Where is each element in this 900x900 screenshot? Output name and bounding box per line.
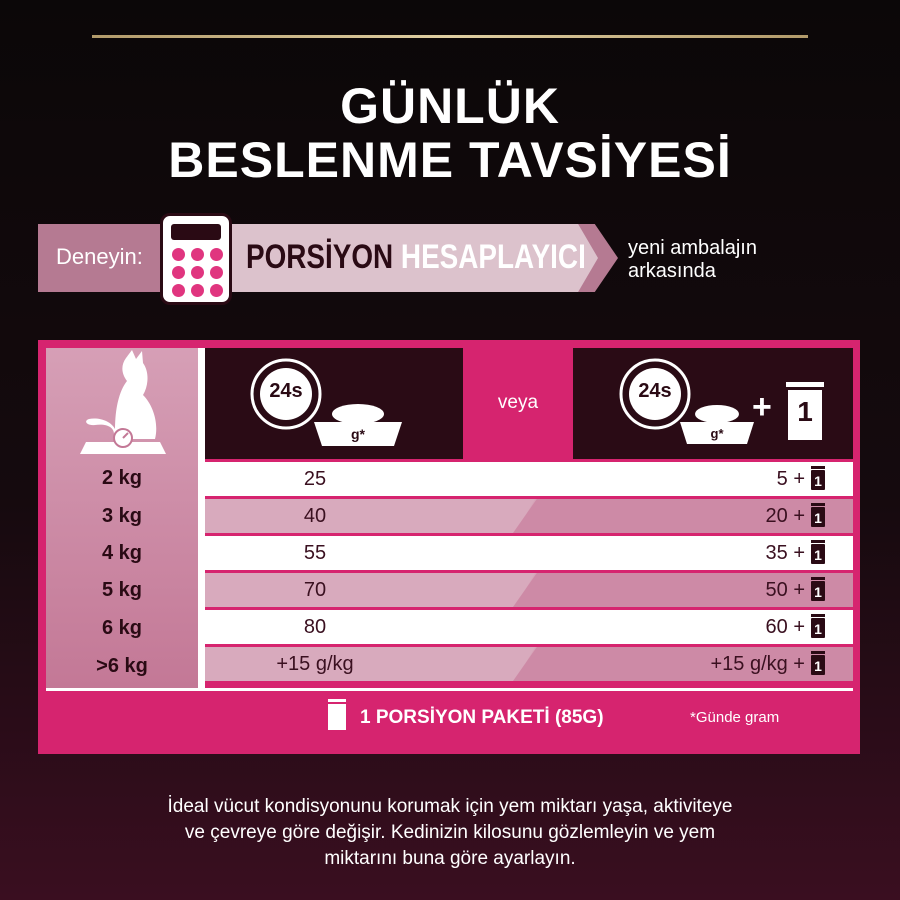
pouch-icon: 1 [811,544,825,564]
title-line2: BESLENME TAVSİYESİ [168,132,732,188]
calculator-title [246,238,586,277]
try-label: Deneyin: [56,244,143,269]
calculator-title-word1: PORSİYON [246,238,394,276]
advice-line2: ve çevreye göre değişir. Kedinizin kilosunu gözlemleyin ve yem [184,822,716,843]
advice-line3: miktarını buna göre ayarlayın. [324,848,576,869]
pouch-icon: 1 [811,618,825,638]
calculator-title-word2: HESAPLAYICI [400,238,586,276]
weight-label: 3 kg [101,505,143,527]
weight-label: 6 kg [101,617,143,639]
weight-label: >6 kg [96,655,148,677]
table-footer-divider [46,688,853,691]
table-row: 55 35 + 1 [205,536,853,570]
hours-label-1: 24s [269,380,303,402]
pouch-icon: 1 [811,655,825,675]
packaging-note-line2: arkasında [628,260,716,282]
weight-label: 4 kg [101,542,143,564]
bowl-icon [310,398,406,450]
table-row: 25 5 + 1 [205,462,853,496]
portion-pack-label: 1 PORSİYON PAKETİ (85G) [360,707,604,728]
hours-label-2: 24s [638,380,672,402]
gold-divider [92,35,808,38]
cat-scale-icon [78,350,168,456]
unit-note: *Günde gram [690,709,780,726]
pouch-icon [328,704,346,730]
or-label: veya [497,392,539,413]
table-row: 40 20 + 1 [205,499,853,533]
plus-sign: + [752,388,772,426]
pouch-icon: 1 [811,581,825,601]
advice-paragraph [70,794,830,872]
packaging-note-line1: yeni ambalajın [628,237,757,259]
column-divider [198,348,205,688]
title-line1: GÜNLÜK [340,78,560,134]
gram-label-1: g* [351,426,365,442]
table-row: 80 60 + 1 [205,610,853,644]
packaging-note [628,237,757,283]
advice-line1: İdeal vücut kondisyonunu korumak için yem miktarı yaşa, aktiviteye [167,796,733,817]
pouch-icon: 1 [811,470,825,490]
pouch-icon: 1 [788,390,822,440]
pouch-icon: 1 [811,507,825,527]
gram-label-2: g* [710,426,724,441]
table-row: +15 g/kg +15 g/kg + 1 [205,647,853,681]
calculator-icon [160,213,232,305]
weight-label: 2 kg [101,467,143,489]
weight-label: 5 kg [101,579,143,601]
table-row: 70 50 + 1 [205,573,853,607]
